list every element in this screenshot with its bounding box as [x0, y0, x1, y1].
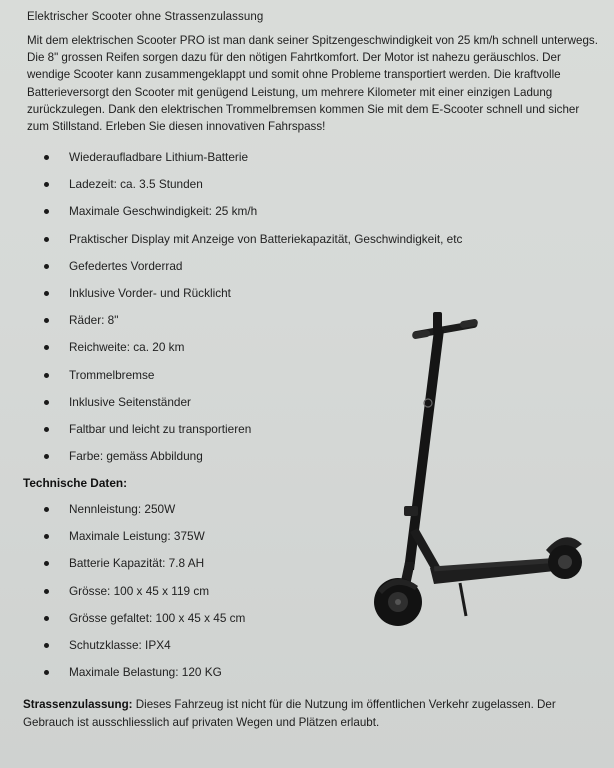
tech-spec-text: Grösse: 100 x 45 x 119 cm — [69, 583, 210, 598]
feature-item — [44, 204, 404, 231]
feature-list — [44, 150, 463, 476]
feature-item — [44, 422, 404, 449]
feature-text: Faltbar und leicht zu transportieren — [69, 421, 252, 436]
tech-spec-list — [44, 502, 404, 692]
feature-text: Wiederaufladbare Lithium-Batterie — [69, 150, 249, 164]
bullet-icon — [44, 373, 49, 378]
bullet-icon — [44, 534, 49, 539]
feature-text: Inklusive Seitenständer — [69, 394, 191, 409]
bullet-icon — [44, 237, 49, 242]
tech-spec-text: Nennleistung: 250W — [69, 502, 176, 516]
feature-item — [44, 313, 404, 340]
feature-item — [44, 368, 404, 395]
tech-spec-text: Maximale Belastung: 120 KG — [69, 665, 222, 680]
feature-item — [44, 340, 404, 367]
bullet-icon — [44, 291, 49, 296]
bullet-icon — [44, 264, 49, 269]
feature-text: Trommelbremse — [69, 367, 155, 382]
road-approval-label: Strassenzulassung: — [23, 698, 133, 711]
tech-spec-text: Schutzklasse: IPX4 — [69, 637, 171, 652]
feature-text: Praktischer Display mit Anzeige von Batteriekapazität, Geschwindigkeit, etc — [69, 231, 463, 246]
tech-spec-text: Grösse gefaltet: 100 x 45 x 45 cm — [69, 610, 246, 625]
feature-text: Farbe: gemäss Abbildung — [69, 449, 203, 464]
bullet-icon — [44, 318, 49, 323]
bullet-icon — [44, 345, 49, 350]
bullet-icon — [44, 454, 49, 459]
scooter-kickstand — [460, 583, 466, 616]
tech-spec-item — [44, 665, 404, 692]
feature-text: Räder: 8" — [69, 313, 119, 328]
scooter-fold-joint — [404, 506, 418, 516]
scooter-stem — [404, 330, 444, 570]
feature-text: Inklusive Vorder- und Rücklicht — [69, 285, 231, 300]
feature-item — [44, 231, 463, 259]
feature-item — [44, 259, 404, 286]
feature-text: Maximale Geschwindigkeit: 25 km/h — [69, 204, 258, 219]
bullet-icon — [44, 643, 49, 648]
bullet-icon — [44, 670, 49, 675]
tech-spec-item — [44, 584, 404, 611]
tech-spec-item — [44, 611, 404, 638]
page-heading: Elektrischer Scooter ohne Strassenzulassung — [27, 11, 264, 23]
tech-spec-item — [44, 529, 404, 556]
bullet-icon — [44, 427, 49, 432]
feature-item — [44, 286, 404, 313]
bullet-icon — [44, 209, 49, 214]
bullet-icon — [44, 507, 49, 512]
feature-item — [44, 449, 404, 476]
bullet-icon — [44, 589, 49, 594]
tech-spec-item — [44, 556, 404, 583]
tech-spec-text: Batterie Kapazität: 7.8 AH — [69, 556, 205, 571]
bullet-icon — [44, 155, 49, 160]
feature-text: Ladezeit: ca. 3.5 Stunden — [69, 177, 203, 192]
tech-spec-text: Maximale Leistung: 375W — [69, 529, 205, 544]
tech-spec-item — [44, 638, 404, 665]
road-approval-note — [23, 696, 608, 731]
road-approval-text: Dieses Fahrzeug ist nicht für die Nutzung im öffentlichen Verkehr zugelassen. Der Gebrauch ist ausschliesslich auf privaten Wegen und Plätzen erlaubt. — [23, 698, 556, 729]
scooter-grip-left — [412, 329, 431, 339]
e-scooter-photo — [360, 300, 600, 640]
tech-heading: Technische Daten: — [23, 476, 128, 490]
feature-item — [44, 150, 404, 177]
bullet-icon — [44, 561, 49, 566]
bullet-icon — [44, 616, 49, 621]
feature-item — [44, 395, 404, 422]
feature-item — [44, 177, 404, 204]
feature-text: Reichweite: ca. 20 km — [69, 340, 185, 355]
bullet-icon — [44, 400, 49, 405]
bullet-icon — [44, 182, 49, 187]
feature-text: Gefedertes Vorderrad — [69, 258, 183, 273]
intro-paragraph: Mit dem elektrischen Scooter PRO ist man dank seiner Spitzengeschwindigkeit von 25 km/h schnell unterwegs. Die 8" grossen Reifen sorgen dazu für den nötigen Fahrtkomfort. Der Motor ist nahezu geräuschlos. Der wendige Scooter kann zusammengeklappt und somit ohne Probleme transportiert werden. Die kraftvolle Batterieversorgt den Scooter mit genügend Leistung, um mehrere Kilometer mit einer einzigen Ladung zurückzulegen. Dank den elektrischen Trommelbremsen kommen Sie mit dem E-Scooter schnell und sicher zum Stillstand. Erleben Sie diesen innovativen Fahrspass! — [27, 34, 598, 134]
tech-spec-item — [44, 502, 404, 529]
